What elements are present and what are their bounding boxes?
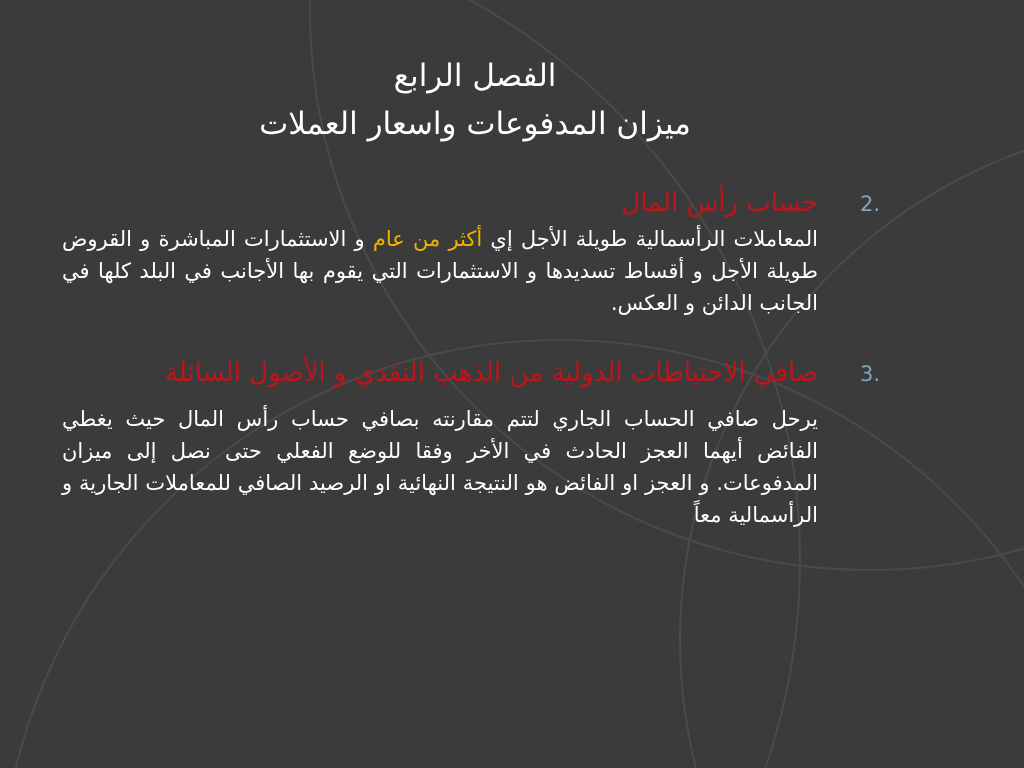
item-heading-text: حساب رأس المال bbox=[621, 188, 818, 218]
chapter-subtitle: ميزان المدفوعات واسعار العملات bbox=[259, 106, 691, 142]
item-body-text: المعاملات الرأسمالية طويلة الأجل إي bbox=[482, 227, 818, 251]
item-body: يرحل صافي الحساب الجاري لتتم مقارنته بصافي حساب رأس المال حيث يغطي الفائض أيهما العجز الحادث في الأخر وفقا للوضع الفعلي حتى نصل إلى ميزان المدفوعات. و العجز او الفائض هو النتيجة النهائية او الرصيد الصافي للمعاملات الجارية و الرأسمالية معاً bbox=[62, 407, 818, 527]
content-list bbox=[62, 183, 880, 531]
item-number: 3. bbox=[859, 362, 880, 386]
item-number: 2. bbox=[859, 192, 880, 216]
item-heading bbox=[62, 183, 880, 223]
slide-title bbox=[120, 52, 830, 148]
highlight-text: أكثر من عام bbox=[372, 227, 483, 251]
item-heading-text: صافي الاحتياطات الدولية من الذهب النقدي و الأصول السائلة bbox=[164, 358, 818, 388]
list-item bbox=[62, 353, 880, 531]
item-heading bbox=[62, 353, 880, 393]
list-item bbox=[62, 183, 880, 319]
item-body bbox=[62, 223, 818, 319]
item-body-text-cont: و الاستثمارات المباشرة و القروض طويلة الأجل و أقساط تسديدها و الاستثمارات التي يقوم بها الأجانب في البلد كلها في الجانب الدائن و العكس. bbox=[62, 227, 818, 315]
chapter-title: الفصل الرابع bbox=[393, 58, 557, 94]
